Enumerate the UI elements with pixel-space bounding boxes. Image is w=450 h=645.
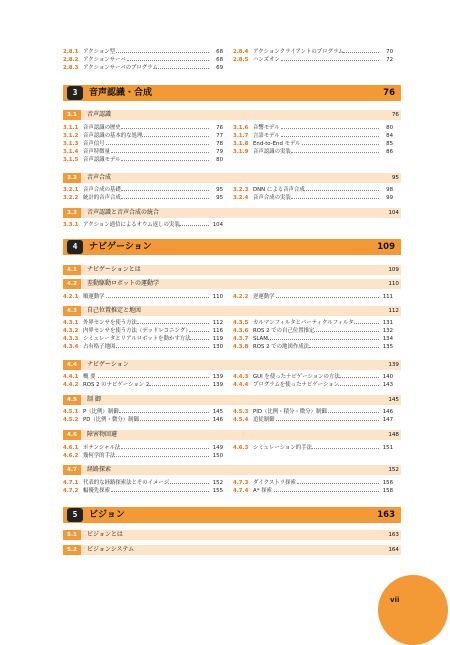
section-bar [81,465,401,475]
chapter-page: 163 [377,510,395,520]
section-bar [81,173,401,183]
dot-leader [111,491,209,492]
entry-title: ポテンシャル法 [83,445,121,451]
entry-title: 音声信号 [83,141,105,147]
entry-number: 4.5.1 [63,409,79,415]
chapter-page: 109 [377,242,395,252]
section-title: 音声認識 [87,111,112,118]
entry-title: ROS 2 での地図作成法 [253,344,310,350]
entry-page: 95 [216,195,223,201]
toc-entry [233,56,393,64]
entry-number: 3.3.1 [63,222,79,228]
entry-page: 131 [382,320,393,326]
section-page: 152 [388,467,399,473]
entry-number: 4.6.2 [63,453,79,459]
entry-page: 68 [216,49,223,55]
entry-title: 幾何学的手法 [83,453,116,459]
entry-page: 95 [216,187,223,193]
entry-title: 音声合成の基礎 [83,187,121,193]
entry-title: 音響モデル [253,125,280,131]
section-page: 164 [388,547,399,553]
toc-entry [63,132,223,140]
section-number: 5.1 [63,530,81,540]
entry-page: 147 [382,417,393,423]
dot-leader [168,483,209,484]
section-number: 3.3 [63,208,81,218]
dot-leader [309,347,379,348]
dot-leader [189,331,209,332]
page-corner-decoration [378,575,448,645]
entry-title: 音声認識の歴史 [83,125,121,131]
entry-page: 112 [212,320,223,326]
entry-page: 143 [382,382,393,388]
dot-leader [303,190,379,191]
section-page: 104 [388,210,399,216]
dot-leader [274,491,379,492]
entry-title: 逆運動学 [253,294,275,300]
toc-entry [63,479,223,487]
toc-entry [63,335,223,343]
chapter-title: ナビゲーション [89,242,152,252]
entry-number: 4.7.3 [233,480,249,486]
entry-title: 追従制御 [253,417,275,423]
toc-entry [233,487,393,495]
entry-number: 2.8.1 [63,49,79,55]
section-title: ナビゲーションとは [87,266,141,273]
dot-leader [266,339,379,340]
entry-page: 146 [212,417,223,423]
dot-leader [116,456,209,457]
entry-title: 統計的音声合成 [83,195,121,201]
toc-entry [63,408,223,416]
toc-entry [63,186,223,194]
entry-number: 2.8.2 [63,57,79,63]
entry-page: 111 [382,294,393,300]
dot-leader [116,52,209,53]
entry-title: 概 要 [83,374,96,380]
toc-entry [233,132,393,140]
entry-page: 70 [386,49,393,55]
toc-entry [63,48,223,56]
toc-entry [233,444,393,452]
section-3-1 [63,110,401,120]
entry-number: 4.2.2 [233,294,249,300]
dot-leader [137,323,209,324]
toc-entry [63,373,223,381]
entry-title: プログラムを使ったナビゲーション [253,382,339,388]
entry-title: ダイクストラ探索 [253,480,296,486]
section-page: 145 [388,397,399,403]
toc-entry [63,444,223,452]
dot-leader [189,339,209,340]
section-number: 4.4 [63,360,81,370]
section-title: ナビゲーション [87,361,129,368]
entry-title: P（比例）制御 [83,409,119,415]
entry-title: シミュレータとリアルロボットを動かす方法 [83,336,191,342]
dot-leader [116,347,209,348]
entry-page: 151 [382,445,393,451]
entry-title: ハンズオン [253,57,280,63]
entry-number: 4.4.1 [63,374,79,380]
toc-entry [233,373,393,381]
section-5-2 [63,545,401,555]
entry-title: 言語モデル [253,133,280,139]
toc-entry [63,194,223,202]
section-3-3 [63,208,401,218]
toc-entry [233,140,393,148]
dot-leader [111,152,209,153]
chapter-page: 76 [383,88,395,98]
section-page: 109 [388,267,399,273]
entry-number: 3.2.3 [233,187,249,193]
entry-title: DNN による音声合成 [253,187,305,193]
entry-page: 146 [382,409,393,415]
dot-leader [179,225,209,226]
entry-title: End-to-End モデル [253,141,301,147]
section-4-5 [63,395,401,405]
section-number: 4.6 [63,430,81,440]
entry-page: 110 [212,294,223,300]
section-number: 4.7 [63,465,81,475]
section-4-3 [63,306,401,316]
dot-leader [121,198,209,199]
section-page: 76 [391,112,399,118]
toc-entry [233,48,393,56]
section-3-2 [63,173,401,183]
toc-entry [233,479,393,487]
section-title: 音声認識と音声合成の統合 [87,209,160,216]
section-number: 3.2 [63,173,81,183]
dot-leader [106,297,209,298]
section-number: 4.3 [63,306,81,316]
dot-leader [354,323,379,324]
entry-page: 132 [382,328,393,334]
dot-leader [276,420,379,421]
entry-page: 139 [212,374,223,380]
entry-number: 4.5.2 [63,417,79,423]
entry-number: 3.1.2 [63,133,79,139]
section-4-4 [63,360,401,370]
entry-title: ROS 2 での自己位置推定 [253,328,315,334]
toc-entry [63,343,223,351]
entry-number: 4.7.2 [63,488,79,494]
entry-number: 4.6.3 [233,445,249,451]
dot-leader [121,128,209,129]
toc-entry [233,186,393,194]
entry-number: 4.7.1 [63,480,79,486]
toc-entry [233,148,393,156]
dot-leader [281,60,379,61]
entry-number: 4.3.4 [63,344,79,350]
dot-leader [106,144,209,145]
section-title: ビジョンとは [87,531,123,538]
section-number: 4.5 [63,395,81,405]
entry-number: 4.4.2 [63,382,79,388]
entry-title: カルマンフィルタとパーティクルフィルタ [253,320,354,326]
entry-title: A* 探索 [253,488,272,494]
entry-page: 80 [386,125,393,131]
chapter-title: ビジョン [89,510,125,520]
dot-leader [158,68,209,69]
entry-title: 音声認識の基本的な処理 [83,133,143,139]
dot-leader [297,483,379,484]
dot-leader [343,52,379,53]
dot-leader [98,377,209,378]
entry-number: 3.1.5 [63,157,79,163]
section-bar [81,430,401,440]
entry-number: 4.2.1 [63,294,79,300]
entry-title: PD（比例・微分）制御 [83,417,139,423]
entry-number: 4.3.8 [233,344,249,350]
entry-number: 4.3.3 [63,336,79,342]
entry-title: 音声特徴量 [83,149,110,155]
page-number: vii [390,596,400,604]
section-number: 5.2 [63,545,81,555]
toc-entry [63,452,223,460]
dot-leader [339,377,379,378]
entry-page: 79 [216,149,223,155]
toc-entry [233,343,393,351]
entry-page: 130 [212,344,223,350]
dot-leader [142,136,209,137]
chapter-number-badge: 3 [67,86,83,100]
section-title: 音声合成 [87,174,112,181]
dot-leader [121,190,209,191]
entry-number: 4.3.6 [233,328,249,334]
entry-title: 音声認識の実装 [253,149,291,155]
entry-page: 119 [212,336,223,342]
entry-page: 76 [216,125,223,131]
entry-page: 155 [212,488,223,494]
entry-page: 68 [216,57,223,63]
entry-title: 音声合成の実装 [253,195,291,201]
dot-leader [149,385,209,386]
entry-title: 代表的な経路探索法とそのイメージ [83,480,170,486]
section-title: 障害物回避 [87,431,118,438]
dot-leader [121,160,209,161]
entry-number: 4.3.7 [233,336,249,342]
section-bar [81,110,401,120]
toc-entry [63,319,223,327]
toc-entry [233,194,393,202]
toc-entry [233,416,393,424]
entry-number: 3.2.4 [233,195,249,201]
toc-entry [233,319,393,327]
toc-entry [233,293,393,301]
entry-number: 3.1.6 [233,125,249,131]
entry-title: GUI を使ったナビゲーションの方法 [253,374,340,380]
entry-page: 152 [212,480,223,486]
entry-title: シミュレーション的手法 [253,445,312,451]
entry-title: PID（比例・積分・微分）制御 [253,409,327,415]
entry-page: 156 [382,480,393,486]
entry-number: 4.3.1 [63,320,79,326]
toc-entry [63,156,223,164]
entry-page: 116 [212,328,223,334]
section-number: 4.1 [63,265,81,275]
entry-title: 音声認識モデル [83,157,121,163]
chapter-5-header [63,507,401,523]
toc-entry [233,335,393,343]
entry-page: 104 [212,222,223,228]
entry-page: 80 [216,157,223,163]
chapter-3-header [63,85,401,101]
dot-leader [127,60,209,61]
entry-title: 順運動学 [83,294,105,300]
toc-entry [233,408,393,416]
entry-number: 2.8.4 [233,49,249,55]
dot-leader [291,198,379,199]
toc-entry [233,124,393,132]
toc-entry [63,487,223,495]
entry-number: 4.6.1 [63,445,79,451]
entry-title: アクション型 [83,49,116,55]
chapter-number-badge: 5 [67,508,83,522]
dot-leader [326,412,379,413]
entry-number: 3.2.1 [63,187,79,193]
dot-leader [312,448,379,449]
entry-page: 99 [386,195,393,201]
section-number: 4.2 [63,279,81,289]
entry-number: 4.4.3 [233,374,249,380]
entry-page: 77 [216,133,223,139]
section-5-1 [63,530,401,540]
toc-entry [63,148,223,156]
entry-title: アクション通信によるオウム返しの実装 [83,222,180,228]
toc-entry [63,381,223,389]
entry-number: 4.5.3 [233,409,249,415]
section-page: 148 [388,432,399,438]
section-bar [81,360,401,370]
chapter-title: 音声認識・合成 [89,88,153,98]
entry-title: アクションサーバ [83,57,126,63]
dot-leader [291,152,379,153]
entry-title: 幅優先探索 [83,488,110,494]
chapter-number-badge: 4 [67,240,83,254]
entry-page: 140 [382,374,393,380]
entry-title: 占有格子地図 [83,344,116,350]
toc-entry [63,293,223,301]
section-page: 112 [388,308,399,314]
section-number: 3.1 [63,110,81,120]
entry-page: 69 [216,65,223,71]
entry-number: 4.5.4 [233,417,249,423]
section-title: 差動駆動ロボットの運動学 [87,280,160,287]
dot-leader [121,448,209,449]
dot-leader [281,128,379,129]
section-title: 制 御 [87,396,101,403]
toc-entry [233,381,393,389]
section-title: 自己位置推定と地図 [87,307,142,314]
entry-title: SLAM [253,336,268,342]
entry-number: 3.1.1 [63,125,79,131]
dot-leader [276,297,379,298]
entry-title: 外界センサを使う方法 [83,320,137,326]
section-page: 163 [388,532,399,538]
section-4-2 [63,279,401,289]
entry-number: 3.1.9 [233,149,249,155]
entry-number: 3.1.7 [233,133,249,139]
dot-leader [281,136,379,137]
entry-page: 72 [386,57,393,63]
entry-number: 3.2.2 [63,195,79,201]
entry-page: 145 [212,409,223,415]
section-4-6 [63,430,401,440]
entry-number: 4.4.4 [233,382,249,388]
entry-number: 3.1.3 [63,141,79,147]
entry-title: アクションクライアントのプログラム [253,49,344,55]
entry-page: 86 [386,149,393,155]
entry-number: 2.8.3 [63,65,79,71]
chapter-4-header [63,239,401,255]
entry-page: 78 [216,141,223,147]
entry-page: 150 [212,453,223,459]
section-4-7 [63,465,401,475]
toc-entry [63,140,223,148]
section-page: 110 [388,281,399,287]
entry-number: 4.7.4 [233,488,249,494]
dot-leader [338,385,379,386]
entry-page: 134 [382,336,393,342]
dot-leader [314,331,379,332]
entry-number: 3.1.4 [63,149,79,155]
section-title: 経路探索 [87,466,112,473]
section-4-1 [63,265,401,275]
section-bar [81,395,401,405]
entry-number: 2.8.5 [233,57,249,63]
entry-page: 139 [212,382,223,388]
toc-entry [63,221,223,229]
entry-page: 149 [212,445,223,451]
toc-entry [63,416,223,424]
entry-page: 98 [386,187,393,193]
toc-entry [63,56,223,64]
toc-entry [63,64,223,72]
toc-entry [63,124,223,132]
entry-title: 内界センサを使う方法（デッドレコニング） [83,328,191,334]
entry-number: 4.3.2 [63,328,79,334]
dot-leader [302,144,379,145]
entry-number: 3.1.8 [233,141,249,147]
entry-page: 135 [382,344,393,350]
toc-entry [63,327,223,335]
toc-entry [233,327,393,335]
section-page: 139 [388,362,399,368]
entry-title: ROS 2 のナビゲーション 2 [83,382,150,388]
entry-page: 85 [386,141,393,147]
entry-number: 4.3.5 [233,320,249,326]
section-title: ビジョンシステム [87,546,135,553]
entry-page: 84 [386,133,393,139]
entry-page: 158 [382,488,393,494]
dot-leader [138,420,209,421]
section-page: 95 [391,175,399,181]
section-bar [81,530,401,540]
dot-leader [119,412,209,413]
entry-title: アクションサーバのプログラム [83,65,158,71]
